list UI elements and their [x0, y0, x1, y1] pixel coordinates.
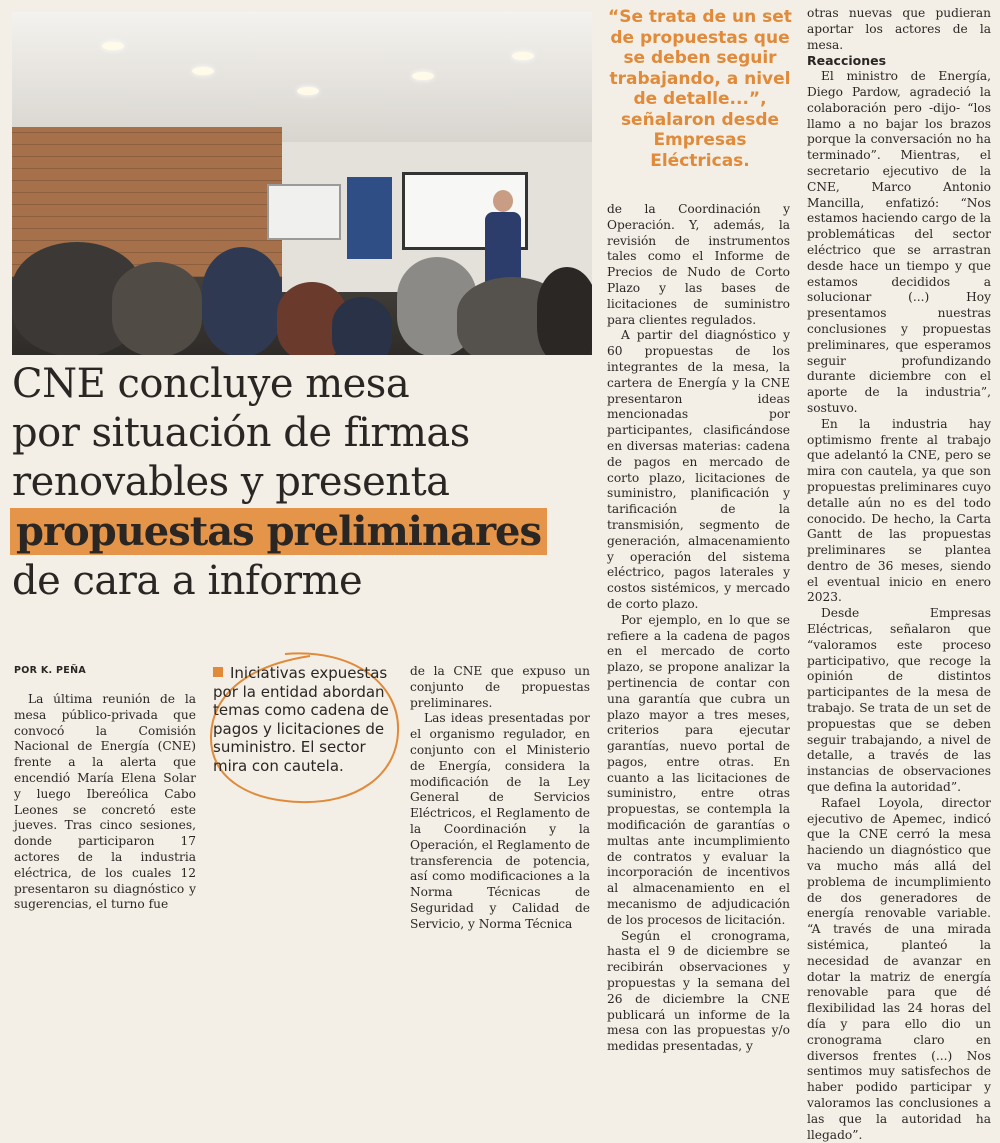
ceiling-light [512, 52, 534, 60]
standing-banner [347, 177, 392, 259]
paragraph: La última reunión de la mesa público-privada que convocó la Comisión Nacional de Energía (CNE) frente a la alerta que encendió María Elena Solar y luego Ibereólica Cabo Leones se concretó este jueves. Tras cinco sesiones, donde participaron 17 actores de la industria eléctrica, de los cuales 12 presentaron su diagnóstico y sugerencias, el turno fue [14, 692, 196, 912]
headline-line: CNE concluye mesa [12, 361, 410, 407]
headline-line: renovables y presenta [12, 459, 450, 505]
paragraph: de la Coordinación y Operación. Y, además, la revisión de instrumentos tales como el Informe de Precios de Nudo de Corto Plazo y las bases de licitaciones de suministro para clientes regulados. [607, 202, 790, 327]
paragraph: A partir del diagnóstico y 60 propuestas de los integrantes de la mesa, la cartera de Energía y la CNE presentaron ideas mencionadas por participantes, clasificándose en diversas materias: cadena de pagos en mercado de corto plazo, licitaciones de suministro, planificación y tarificación de la transmisión, segmento de generación, almacenamiento y operación del sistema eléctrico, pagos laterales y costos sistémicos, y mercado de corto plazo. [607, 328, 790, 611]
ceiling-light [412, 72, 434, 80]
paragraph: Por ejemplo, en lo que se refiere a la cadena de pagos en el mercado de corto plazo, se propone analizar la pertinencia de contar con una garantía que cubra un plazo mayor a tres meses, criterios para ejecutar garantías, nuevo portal de pagos, entre otras. En cuanto a las licitaciones de suministro, entre otras propuestas, se contempla la modificación de garantías o multas ante incumplimiento de contratos y evaluar la incorporación de incentivos al almacenamiento en el mecanismo de adjudicación de los procesos de licitación. [607, 612, 790, 927]
paragraph: Según el cronograma, hasta el 9 de diciembre se recibirán observaciones y propuestas y la semana del 26 de diciembre la CNE publicará un informe de la mesa con las propuestas y/o medidas presentadas, y [607, 928, 790, 1054]
audience-figure [202, 247, 282, 355]
headline [12, 360, 602, 606]
bullet-square-icon [213, 667, 223, 677]
paragraph: En la industria hay optimismo frente al trabajo que adelantó la CNE, pero se mira con cautela, ya que son propuestas preliminares cuyo detalle aún no es del todo conocido. De hecho, la Carta Gantt de las propuestas preliminares se plantea dentro de 36 meses, siendo el eventual inicio en enero 2023. [807, 416, 991, 605]
presenter-figure [485, 190, 521, 290]
lead-text: Iniciativas expuestas por la entidad abordan temas como cadena de pagos y licitaciones de suministro. El sector mira con cautela. [213, 664, 389, 775]
ceiling-light [297, 87, 319, 95]
paragraph: Rafael Loyola, director ejecutivo de Apemec, indicó que la CNE cerró la mesa haciendo un diagnóstico que va mucho más allá del problema de incumplimiento de dos generadores de energía renovable variable. “A través de una mirada sistémica, planteó la necesidad de avanzar en dotar la matriz de energía renovable para que dé flexibilidad las 24 horas del día y para ello dio un cronograma claro en diversos frentes (...) Nos sentimos muy satisfechos de haber podido participar y valoramos las conclusiones a las que la autoridad ha llegado”. [807, 795, 991, 1142]
pull-quote: “Se trata de un set de propuestas que se deben seguir trabajando, a nivel de detalle...”, señalaron desde Empresas Eléctricas. [608, 7, 792, 171]
whiteboard [267, 184, 341, 240]
byline: POR K. PEÑA [14, 665, 86, 676]
photo-ceiling [12, 12, 592, 142]
ceiling-light [192, 67, 214, 75]
paragraph: Desde Empresas Eléctricas, señalaron que “valoramos este proceso participativo, que recoge la opinión de distintos participantes de la mesa de trabajo. Se trata de un set de propuestas que se deben seguir trabajando, a nivel de detalle, a través de las instancias de observaciones que defina la autoridad”. [807, 606, 991, 795]
article-column-2 [410, 664, 590, 933]
audience-figure [332, 297, 392, 355]
article-column-4 [807, 6, 991, 1143]
paragraph: otras nuevas que pudieran aportar los actores de la mesa. [807, 6, 991, 52]
paragraph: Las ideas presentadas por el organismo regulador, en conjunto con el Ministerio de Energía, considera la modificación de la Ley General de Servicios Eléctricos, el Reglamento de la Coordinación y la Operación, el Reglamento de transferencia de potencia, así como modificaciones a la Norma Técnicas de Seguridad y Calidad de Servicio, y Norma Técnica [410, 711, 590, 931]
paragraph: de la CNE que expuso un conjunto de propuestas preliminares. [410, 664, 590, 710]
headline-highlight: propuestas preliminares [10, 508, 547, 555]
audience-figure [537, 267, 592, 355]
paragraph: El ministro de Energía, Diego Pardow, agradeció la colaboración pero -dijo- “los llamo a no bajar los brazos porque la conversación no ha terminado”. Mientras, el secretario ejecutivo de la CNE, Marco Antonio Mancilla, enfatizó: “Nos estamos haciendo cargo de la problemáticas del sector eléctrico que se arrastran desde hace un tiempo y que estamos decididos a solucionar (...) Hoy presentamos nuestras conclusiones y propuestas preliminares, que esperamos seguir profundizando durante diciembre con el aporte de la industria”, sostuvo. [807, 69, 991, 415]
lead-summary [213, 664, 398, 775]
audience-figure [112, 262, 202, 355]
ceiling-light [102, 42, 124, 50]
headline-line: de cara a informe [12, 558, 363, 604]
headline-line: por situación de firmas [12, 410, 470, 456]
subheading: Reacciones [807, 53, 887, 69]
article-column-3 [607, 202, 790, 1055]
article-column-1 [14, 692, 196, 913]
meeting-photo [12, 12, 592, 355]
